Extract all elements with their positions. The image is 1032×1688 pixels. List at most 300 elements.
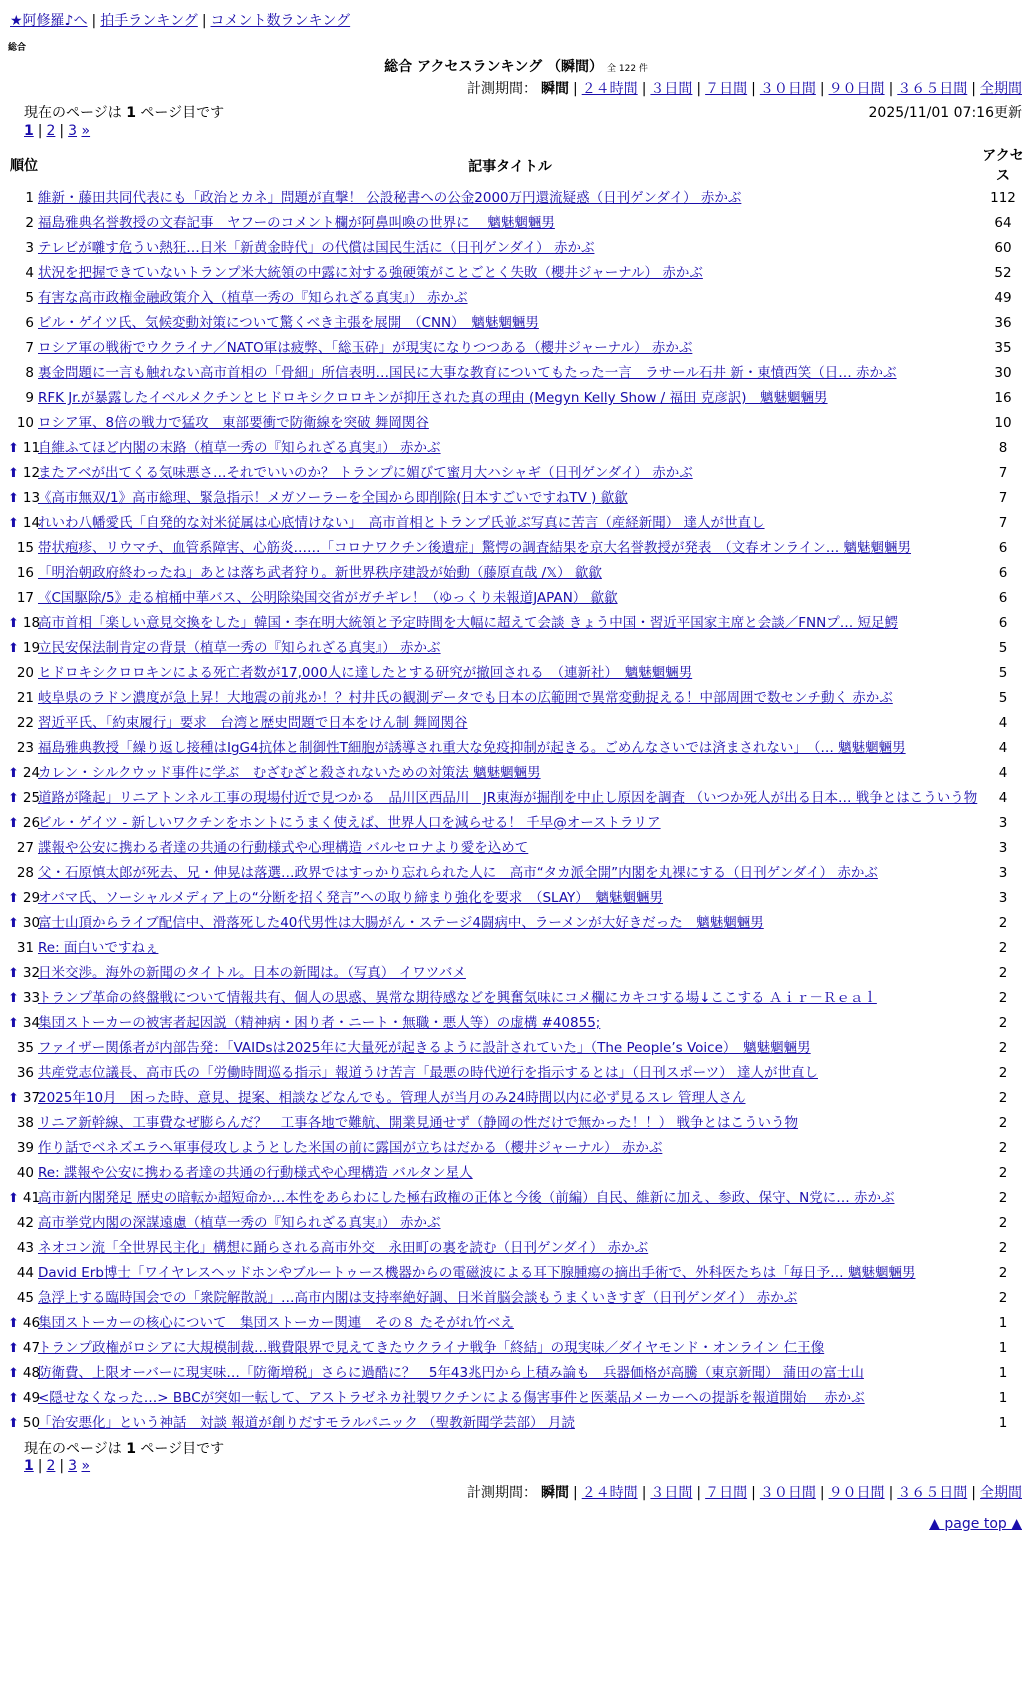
title-cell: [38, 736, 982, 761]
article-link[interactable]: れいわ八幡愛氏「自発的な対米従属は心底情けない」 高市首相とトランプ氏並ぶ写真に苦言（産経新聞） 達人が世直し: [38, 515, 765, 531]
rank-number: 29: [22, 890, 41, 906]
up-arrow-icon: ⬆: [8, 466, 19, 481]
title-cell: [38, 286, 982, 311]
access-count: 2: [998, 1190, 1008, 1206]
article-link[interactable]: 「治安悪化」という神話 対談 報道が創りだすモラルパニック （聖教新聞学芸部） 月読: [38, 1415, 575, 1431]
title-cell: [38, 711, 982, 736]
article-link[interactable]: ビル・ゲイツ - 新しいワクチンをホントにうまく使えば、世界人口を減らせる！ 千早@オーストラリア: [38, 815, 661, 831]
ranking-title: 総合 アクセスランキング （瞬間）: [384, 59, 603, 75]
rank-cell: [8, 1036, 38, 1061]
article-link[interactable]: RFK Jr.が暴露したイベルメクチンとヒドロキシクロロキンが抑圧された真の理由 (Megyn Kelly Show / 福田 克彦訳) 魑魅魍魎男: [38, 390, 828, 406]
table-row: [8, 1261, 1024, 1286]
col-access-header: アクセス: [982, 148, 1024, 184]
table-row: [8, 1336, 1024, 1361]
access-count: 64: [994, 215, 1012, 231]
up-arrow-icon: ⬆: [8, 1416, 19, 1431]
comment-ranking-link[interactable]: コメント数ランキング: [210, 13, 351, 29]
access-count: 60: [994, 240, 1012, 256]
separator: |: [37, 123, 43, 139]
period-link[interactable]: 全期間: [980, 1485, 1022, 1501]
article-link[interactable]: 諜報や公安に携わる者達の共通の行動様式や心理構造 バルセロナより愛を込めて: [38, 840, 529, 856]
access-count: 1: [998, 1415, 1008, 1431]
table-row: [8, 1136, 1024, 1161]
article-link[interactable]: 富士山頂からライブ配信中、滑落死した40代男性は大腸がん・ステージ4闘病中、ラーメンが大好きだった 魑魅魍魎男: [38, 915, 764, 931]
access-count: 6: [998, 590, 1008, 606]
page-top: [929, 1516, 1022, 1532]
article-link[interactable]: リニア新幹線、工事費なぜ膨らんだ？ 工事各地で難航、開業見通せず（静岡の性だけで無かった！！） 戦争とはこういう物: [38, 1115, 799, 1131]
rank-cell: [8, 1161, 38, 1186]
article-link[interactable]: 《C国駆除/5》走る棺桶中華バス、公明除染国交省がガチギレ！（ゆっくり未報道JAPAN） 歙歙: [38, 590, 618, 606]
title-cell: [38, 1036, 982, 1061]
up-arrow-icon: ⬆: [8, 916, 19, 931]
table-row: [8, 1086, 1024, 1111]
title-cell: [38, 461, 982, 486]
title-cell: [38, 911, 982, 936]
rank-cell: [8, 311, 38, 336]
col-rank-header: 順位: [10, 158, 38, 174]
table-row: [8, 686, 1024, 711]
rank-cell: [8, 1261, 38, 1286]
title-cell: [38, 411, 982, 436]
table-row: [8, 236, 1024, 261]
table-row: [8, 811, 1024, 836]
rank-cell: [8, 936, 38, 961]
period-link[interactable]: 全期間: [980, 81, 1022, 97]
title-cell: [38, 586, 982, 611]
rank-number: 40: [16, 1165, 34, 1181]
rank-cell: [8, 411, 38, 436]
rank-cell: [8, 461, 41, 486]
period-link[interactable]: ３日間: [650, 81, 693, 97]
rank-number: 30: [22, 915, 41, 931]
rank-cell: [8, 811, 41, 836]
up-arrow-icon: ⬆: [8, 791, 19, 806]
title-cell: [38, 386, 982, 411]
article-link[interactable]: 岐阜県のラドン濃度が急上昇！大地震の前兆か！？村井氏の観測データでも日本の広範囲で異常変動捉える！中部周囲で数センチ動く 赤かぶ: [38, 690, 893, 706]
article-link[interactable]: またアベが出てくる気味悪さ…それでいいのか？ トランプに媚びて蜜月大ハシャギ（日刊ゲンダイ） 赤かぶ: [38, 465, 693, 481]
article-link[interactable]: 急浮上する臨時国会での「衆院解散説」…高市内閣は支持率絶好調、日米首脳会談もうまくいきすぎ（日刊ゲンダイ） 赤かぶ: [38, 1290, 798, 1306]
access-count: 6: [998, 615, 1008, 631]
table-row: [8, 486, 1024, 511]
rank-cell: [8, 686, 38, 711]
rank-cell: [8, 661, 38, 686]
rank-cell: [8, 1111, 38, 1136]
rank-cell: [8, 236, 38, 261]
page-title: [0, 56, 1032, 76]
table-header: [8, 146, 1024, 186]
rank-number: 48: [22, 1365, 41, 1381]
access-count: 2: [998, 915, 1008, 931]
rank-number: 46: [22, 1315, 41, 1331]
rank-number: 10: [16, 415, 34, 431]
period-link[interactable]: ３０日間: [759, 81, 816, 97]
article-link[interactable]: David Erb博士「ワイヤレスヘッドホンやブルートゥース機器からの電磁波による耳下腺腫瘍の摘出手術で、外科医たちは「毎日予… 魑魅魍魎男: [38, 1265, 916, 1281]
rank-number: 16: [16, 565, 34, 581]
title-cell: [38, 186, 982, 211]
pager-next-link[interactable]: »: [81, 123, 91, 139]
article-link[interactable]: 父・石原慎太郎が死去、兄・伸晃は落選…政界ではすっかり忘れられた人に 高市“タカ派全開”内閣を丸裸にする（日刊ゲンダイ） 赤かぶ: [38, 865, 878, 881]
rank-cell: [8, 1136, 38, 1161]
updated-timestamp: 2025/11/01 07:16更新: [868, 105, 1022, 121]
rank-number: 27: [16, 840, 34, 856]
up-arrow-icon: ⬆: [8, 491, 19, 506]
access-count: 2: [998, 1265, 1008, 1281]
table-row: [8, 261, 1024, 286]
period-link[interactable]: ７日間: [705, 81, 748, 97]
table-row: [8, 1411, 1024, 1436]
rank-number: 11: [22, 440, 41, 456]
rank-number: 12: [22, 465, 41, 481]
up-arrow-icon: ⬆: [8, 641, 19, 656]
rank-number: 14: [22, 515, 41, 531]
access-count: 2: [998, 1065, 1008, 1081]
title-cell: [38, 1111, 982, 1136]
title-cell: [38, 1186, 982, 1211]
pager-link[interactable]: 2: [46, 123, 56, 139]
up-arrow-icon: ⬆: [8, 766, 19, 781]
rank-number: 38: [16, 1115, 34, 1131]
home-link[interactable]: ★阿修羅♪へ: [10, 13, 88, 29]
up-arrow-icon: ⬆: [8, 1316, 19, 1331]
page-top-link[interactable]: ▲ page top ▲: [929, 1516, 1022, 1532]
access-count: 2: [998, 940, 1008, 956]
rank-number: 13: [22, 490, 41, 506]
table-row: [8, 661, 1024, 686]
rank-cell: [8, 836, 38, 861]
rank-number: 15: [16, 540, 34, 556]
rank-number: 22: [16, 715, 34, 731]
pager-link[interactable]: 2: [46, 1458, 56, 1474]
rank-number: 34: [22, 1015, 41, 1031]
article-link[interactable]: 自維ふてほど内閣の末路（植草一秀の『知られざる真実』） 赤かぶ: [38, 440, 441, 456]
rank-number: 50: [22, 1415, 41, 1431]
page-info-number: 1: [126, 1441, 136, 1457]
access-count: 3: [998, 865, 1008, 881]
rank-cell: [8, 1011, 41, 1036]
rank-number: 6: [25, 315, 34, 331]
pager-link-current[interactable]: 1: [24, 1458, 34, 1474]
pager-next-link[interactable]: »: [81, 1458, 91, 1474]
access-count: 7: [998, 515, 1008, 531]
title-cell: [38, 211, 982, 236]
rank-number: 47: [22, 1340, 41, 1356]
title-cell: [38, 1136, 982, 1161]
rank-cell: [8, 386, 38, 411]
rank-number: 17: [16, 590, 34, 606]
ranking-body: [8, 186, 1024, 1436]
rank-cell: [8, 361, 38, 386]
article-link[interactable]: 集団ストーカーの被害者起因説（精神病・困り者・ニート・無職・悪人等）の虚構 #40855;: [38, 1015, 601, 1031]
pager-current: [24, 123, 34, 139]
rank-cell: [8, 561, 38, 586]
period-selector-bottom: [467, 1482, 1022, 1502]
access-count: 8: [998, 440, 1008, 456]
rank-number: 9: [25, 390, 34, 406]
pager-link[interactable]: 3: [68, 123, 78, 139]
separator: |: [572, 1485, 578, 1501]
up-arrow-icon: ⬆: [8, 1191, 19, 1206]
separator: |: [572, 81, 578, 97]
title-cell: [38, 686, 982, 711]
pager-current: [24, 1458, 34, 1474]
period-link[interactable]: ３６５日間: [897, 1485, 968, 1501]
article-link[interactable]: 道路が隆起」リニアトンネル工事の現場付近で見つかる 品川区西品川 JR東海が掘削を中止し原因を調査 （いつか死人が出る日本… 戦争とはこういう物: [38, 790, 978, 806]
rank-cell: [8, 211, 38, 236]
article-link[interactable]: 2025年10月 困った時、意見、提案、相談などなんでも。管理人が当月のみ24時間以内に必ず見るスレ 管理人さん: [38, 1090, 746, 1106]
access-count: 7: [998, 490, 1008, 506]
period-link[interactable]: ３６５日間: [897, 81, 968, 97]
rank-number: 32: [22, 965, 41, 981]
article-link[interactable]: 維新・藤田共同代表にも「政治とカネ」問題が直撃！ 公設秘書への公金2000万円還流疑惑（日刊ゲンダイ） 赤かぶ: [38, 190, 742, 206]
article-link[interactable]: オバマ氏、ソーシャルメディア上の“分断を招く発言”への取り締まり強化を要求 （SLAY） 魑魅魍魎男: [38, 890, 664, 906]
rank-number: 21: [16, 690, 34, 706]
table-row: [8, 861, 1024, 886]
title-cell: [38, 636, 982, 661]
separator: |: [696, 81, 702, 97]
table-row: [8, 636, 1024, 661]
article-link[interactable]: 高市首相「楽しい意見交換をした」韓国・李在明大統領と予定時間を大幅に超えて会談 きょう中国・習近平国家主席と会談／FNNプ… 短足鰐: [38, 615, 899, 631]
title-cell: [38, 1236, 982, 1261]
article-link[interactable]: 防衛費、上限オーバーに現実味…「防衛増税」さらに過酷に？ 5年43兆円から上積み論も 兵器価格が高騰（東京新聞） 蒲田の富士山: [38, 1365, 864, 1381]
rank-number: 19: [22, 640, 41, 656]
page-info-number: 1: [126, 105, 136, 121]
article-link[interactable]: カレン・シルクウッド事件に学ぶ むざむざと殺されないための対策法 魑魅魍魎男: [38, 765, 541, 781]
table-row: [8, 611, 1024, 636]
rank-cell: [8, 261, 38, 286]
access-count: 3: [998, 815, 1008, 831]
separator: |: [819, 81, 825, 97]
article-link[interactable]: 《高市無双/1》高市総理、緊急指示！メガソーラーを全国から即削除(日本すごいですねTV ) 歙歙: [38, 490, 628, 506]
article-link[interactable]: テレビが囃す危うい熱狂…日米「新黄金時代」の代償は国民生活に（日刊ゲンダイ） 赤かぶ: [38, 240, 595, 256]
article-link[interactable]: トランプ革命の終盤戦について情報共有、個人の思惑、異常な期待感などを興奮気味にコメ欄にカキコする場↓ここする Ａｉｒ－Ｒｅａｌ: [38, 990, 877, 1006]
period-label: 計測期間：: [466, 81, 537, 97]
separator: |: [59, 1458, 65, 1474]
up-arrow-icon: ⬆: [8, 991, 19, 1006]
rank-number: 44: [16, 1265, 34, 1281]
access-count: 6: [998, 565, 1008, 581]
article-link[interactable]: ロシア軍、8倍の戦力で猛攻 東部要衝で防衛線を突破 舞岡関谷: [38, 415, 429, 431]
table-row: [8, 886, 1024, 911]
table-row: [8, 1186, 1024, 1211]
access-count: 4: [998, 765, 1008, 781]
article-link[interactable]: 共産党志位議長、高市氏の「労働時間巡る指示」報道うけ苦言「最悪の時代逆行を指示するとは」（日刊スポーツ） 達人が世直し: [38, 1065, 818, 1081]
title-cell: [38, 1161, 982, 1186]
title-cell: [38, 661, 982, 686]
period-link[interactable]: ３０日間: [759, 1485, 816, 1501]
title-cell: [38, 536, 982, 561]
article-link[interactable]: 裏金問題に一言も触れない高市首相の「骨細」所信表明…国民に大事な教育についてもたった一言 ラサール石井 新・東憤西笑（日… 赤かぶ: [38, 365, 897, 381]
separator: |: [888, 81, 894, 97]
article-link[interactable]: ファイザー関係者が内部告発：「VAIDsは2025年に大量死が起きるように設計されていた」（The People’s Voice） 魑魅魍魎男: [38, 1040, 811, 1056]
rank-number: 28: [16, 865, 34, 881]
rank-number: 37: [22, 1090, 41, 1106]
top-navigation: [10, 10, 350, 30]
article-link[interactable]: ビル・ゲイツ氏、気候変動対策について驚くべき主張を展開 （CNN） 魑魅魍魎男: [38, 315, 539, 331]
table-row: [8, 786, 1024, 811]
access-count: 2: [998, 1165, 1008, 1181]
table-row: [8, 1036, 1024, 1061]
table-row: [8, 586, 1024, 611]
rank-number: 31: [16, 940, 34, 956]
rank-cell: [8, 1336, 41, 1361]
up-arrow-icon: ⬆: [8, 816, 19, 831]
page-info-prefix: 現在のページは: [24, 1441, 122, 1457]
table-row: [8, 1236, 1024, 1261]
separator: |: [696, 1485, 702, 1501]
rank-cell: [8, 611, 41, 636]
title-cell: [38, 611, 982, 636]
table-row: [8, 286, 1024, 311]
table-row: [8, 336, 1024, 361]
clap-ranking-link[interactable]: 拍手ランキング: [100, 13, 198, 29]
period-link[interactable]: ７日間: [705, 1485, 748, 1501]
title-cell: [38, 836, 982, 861]
access-count: 4: [998, 790, 1008, 806]
article-link[interactable]: 作り話でベネズエラへ軍事侵攻しようとした米国の前に露国が立ちはだかる（櫻井ジャーナル） 赤かぶ: [38, 1140, 663, 1156]
rank-cell: [8, 861, 38, 886]
up-arrow-icon: ⬆: [8, 1091, 19, 1106]
category-tag: 総合: [8, 43, 27, 53]
table-row: [8, 511, 1024, 536]
rank-number: 35: [16, 1040, 34, 1056]
access-count: 36: [994, 315, 1012, 331]
access-count: 1: [998, 1365, 1008, 1381]
period-link[interactable]: ２４時間: [581, 1485, 638, 1501]
separator: |: [971, 81, 976, 97]
rank-cell: [8, 1236, 38, 1261]
table-row: [8, 1286, 1024, 1311]
article-link[interactable]: 習近平氏、「約束履行」要求 台湾と歴史問題で日本をけん制 舞岡関谷: [38, 715, 468, 731]
article-link[interactable]: 日米交渉。海外の新聞のタイトル。日本の新聞は。（写真） イワツバメ: [38, 965, 466, 981]
separator: |: [751, 1485, 756, 1501]
up-arrow-icon: ⬆: [8, 441, 19, 456]
article-link[interactable]: 福島雅典教授「繰り返し接種はIgG4抗体と制御性T細胞が誘導され重大な免疫抑制が起きる。ごめんなさいでは済まされない」 （… 魑魅魍魎男: [38, 740, 906, 756]
rank-number: 36: [16, 1065, 34, 1081]
rank-number: 3: [25, 240, 34, 256]
period-link[interactable]: ３日間: [650, 1485, 693, 1501]
title-cell: [38, 861, 982, 886]
access-count: 5: [998, 640, 1008, 656]
rank-cell: [8, 986, 41, 1011]
rank-number: 25: [22, 790, 41, 806]
title-cell: [38, 1086, 982, 1111]
title-cell: [38, 886, 982, 911]
article-link[interactable]: 帯状疱疹、リウマチ、血管系障害、心筋炎……「コロナワクチン後遺症」驚愕の調査結果を京大名誉教授が発表 （文春オンライン… 魑魅魍魎男: [38, 540, 912, 556]
period-label: 計測期間：: [466, 1485, 537, 1501]
access-count: 2: [998, 990, 1008, 1006]
separator: |: [888, 1485, 894, 1501]
table-row: [8, 211, 1024, 236]
article-link[interactable]: 立民安保法制肯定の背景（植草一秀の『知られざる真実』） 赤かぶ: [38, 640, 441, 656]
access-count: 2: [998, 1090, 1008, 1106]
article-link[interactable]: ロシア軍の戦術でウクライナ／NATO軍は疲弊、「総玉砕」が現実になりつつある（櫻井ジャーナル） 赤かぶ: [38, 340, 693, 356]
rank-number: 23: [16, 740, 34, 756]
access-count: 30: [994, 365, 1012, 381]
title-cell: [38, 811, 982, 836]
up-arrow-icon: ⬆: [8, 1016, 19, 1031]
page-info-prefix: 現在のページは: [24, 105, 122, 121]
article-link[interactable]: 高市新内閣発足 歴史の暗転か超短命か…本性をあらわにした極右政権の正体と今後（前編）自民、維新に加え、参政、保守、N党に… 赤かぶ: [38, 1190, 895, 1206]
title-cell: [38, 1061, 982, 1086]
period-links: [569, 1485, 1022, 1501]
article-link[interactable]: 福島雅典名誉教授の文春記事 ヤフーのコメント欄が阿鼻叫喚の世界に 魑魅魍魎男: [38, 215, 555, 231]
table-row: [8, 311, 1024, 336]
article-link[interactable]: <隠せなくなった…> BBCが突如一転して、アストラゼネカ社製ワクチンによる傷害事件と医薬品メーカーへの提訴を報道開始 赤かぶ: [38, 1390, 865, 1406]
table-row: [8, 1361, 1024, 1386]
access-count: 3: [998, 890, 1008, 906]
table-row: [8, 836, 1024, 861]
period-link[interactable]: ９０日間: [828, 1485, 885, 1501]
page-info-bottom: [24, 1438, 224, 1458]
pager-link[interactable]: 3: [68, 1458, 78, 1474]
separator: |: [641, 81, 647, 97]
total-count: 全 122 件: [607, 64, 648, 74]
title-cell: [38, 511, 982, 536]
article-link[interactable]: 状況を把握できていないトランプ米大統領の中露に対する強硬策がことごとく失敗（櫻井ジャーナル） 赤かぶ: [38, 265, 703, 281]
up-arrow-icon: ⬆: [8, 516, 19, 531]
period-links: [569, 81, 1022, 97]
access-count: 16: [994, 390, 1012, 406]
pager-bottom: [24, 1458, 90, 1474]
table-row: [8, 411, 1024, 436]
article-link[interactable]: トランプ政権がロシアに大規模制裁…戦費限界で見えてきたウクライナ戦争「終結」の現実味／ダイヤモンド・オンライン 仁王像: [38, 1340, 825, 1356]
access-count: 5: [998, 690, 1008, 706]
rank-cell: [8, 1386, 41, 1411]
access-count: 2: [998, 1140, 1008, 1156]
access-count: 2: [998, 1215, 1008, 1231]
article-link[interactable]: Re: 諜報や公安に携わる者達の共通の行動様式や心理構造 バルタン星人: [38, 1165, 473, 1181]
rank-cell: [8, 786, 41, 811]
rank-cell: [8, 1311, 41, 1336]
table-row: [8, 436, 1024, 461]
title-cell: [38, 1286, 982, 1311]
period-link[interactable]: ９０日間: [828, 81, 885, 97]
rank-number: 42: [16, 1215, 34, 1231]
article-link[interactable]: 「明治朝政府終わったね」あとは落ち武者狩り。新世界秩序建設が始動（藤原直哉 /𝕏） 歙歙: [38, 565, 602, 581]
title-cell: [38, 486, 982, 511]
rank-number: 4: [25, 265, 34, 281]
up-arrow-icon: ⬆: [8, 1391, 19, 1406]
access-count: 35: [994, 340, 1012, 356]
rank-cell: [8, 536, 38, 561]
rank-number: 43: [16, 1240, 34, 1256]
article-link[interactable]: ヒドロキシクロロキンによる死亡者数が17,000人に達したとする研究が撤回される （連新社） 魑魅魍魎男: [38, 665, 693, 681]
article-link[interactable]: 高市挙党内閣の深謀遠慮（植草一秀の『知られざる真実』） 赤かぶ: [38, 1215, 441, 1231]
pager-link-current[interactable]: 1: [24, 123, 34, 139]
up-arrow-icon: ⬆: [8, 966, 19, 981]
page-info-suffix: ページ目です: [140, 105, 225, 121]
title-cell: [38, 561, 982, 586]
title-cell: [38, 786, 982, 811]
table-row: [8, 1011, 1024, 1036]
access-count: 2: [998, 1015, 1008, 1031]
rank-number: 20: [16, 665, 34, 681]
period-link[interactable]: ２４時間: [581, 81, 638, 97]
article-link[interactable]: 有害な高市政権金融政策介入（植草一秀の『知られざる真実』） 赤かぶ: [38, 290, 468, 306]
access-count: 4: [998, 715, 1008, 731]
title-cell: [38, 1411, 982, 1436]
separator: |: [751, 81, 756, 97]
rank-cell: [8, 1211, 38, 1236]
ranking-table: [8, 146, 1024, 1436]
title-cell: [38, 1211, 982, 1236]
article-link[interactable]: ネオコン流「全世界民主化」構想に踊らされる高市外交 永田町の裏を読む（日刊ゲンダイ） 赤かぶ: [38, 1240, 649, 1256]
article-link[interactable]: 集団ストーカーの核心について 集団ストーカー関連 その８ たそがれ竹べえ: [38, 1315, 514, 1331]
up-arrow-icon: ⬆: [8, 1366, 19, 1381]
rank-number: 41: [22, 1190, 41, 1206]
article-link[interactable]: Re: 面白いですねぇ: [38, 940, 159, 956]
rank-number: 2: [25, 215, 34, 231]
